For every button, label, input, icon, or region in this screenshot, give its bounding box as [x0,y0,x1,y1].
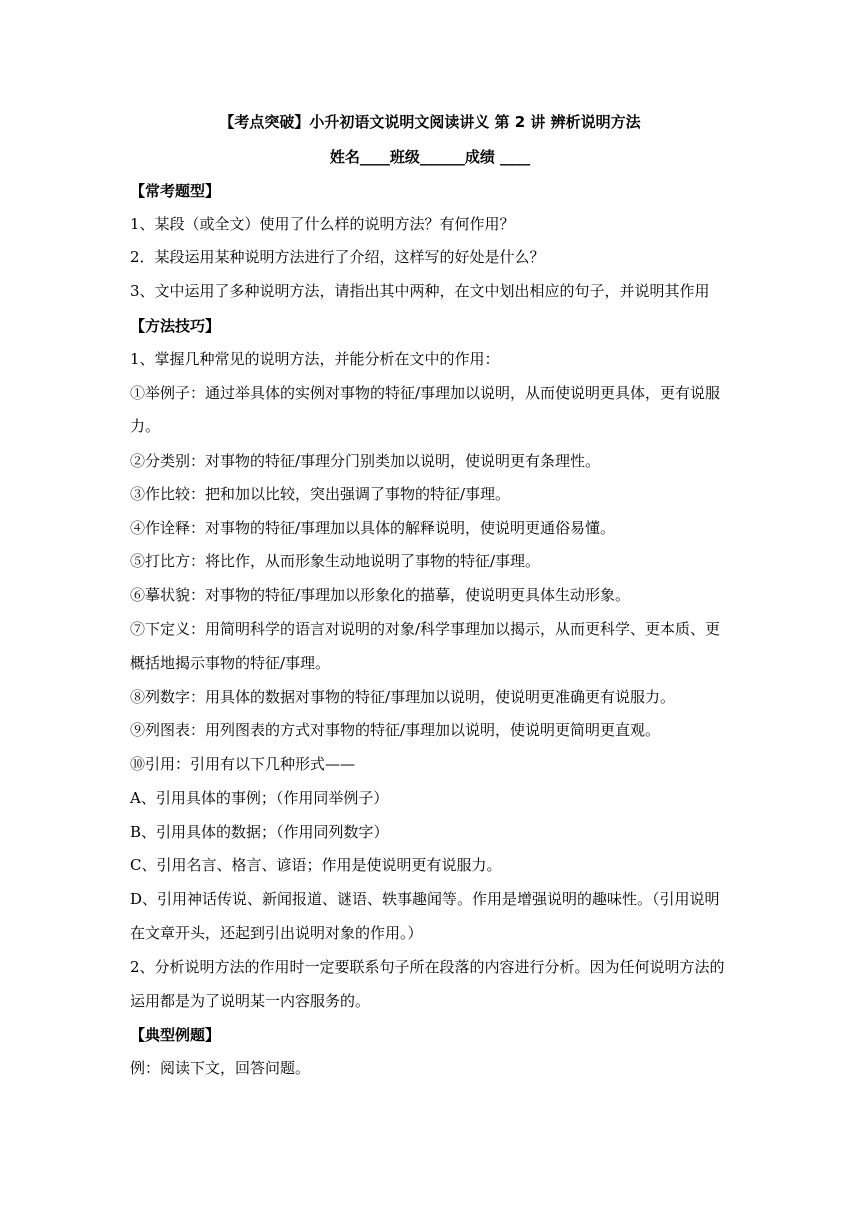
method-charts: ⑨列图表：用列图表的方式对事物的特征/事理加以说明，使说明更简明更直观。 [130,721,661,739]
method-comparison: ③作比较：把和加以比较，突出强调了事物的特征/事理。 [130,485,511,503]
skill-point-1: 1、掌握几种常见的说明方法，并能分析在文中的作用： [130,350,500,368]
method-numbers: ⑧列数字：用具体的数据对事物的特征/事理加以说明，使说明更准确更有说服力。 [130,688,676,706]
method-analogy: ⑤打比方：将比作，从而形象生动地说明了事物的特征/事理。 [130,552,541,570]
method-explanation: ④作诠释：对事物的特征/事理加以具体的解释说明，使说明更通俗易懂。 [130,519,616,537]
question-type-1: 1、某段（或全文）使用了什么样的说明方法？有何作用？ [130,215,515,233]
method-example-line-1: ①举例子：通过举具体的实例对事物的特征/事理加以说明，从而使说明更具体，更有说服 [130,384,721,402]
quotation-form-d-line-1: D、引用神话传说、新闻报道、谜语、轶事趣闻等。作用是增强说明的趣味性。（引用说明 [130,890,720,908]
quotation-form-b: B、引用具体的数据；（作用同列数字） [130,823,389,841]
quotation-form-c: C、引用名言、格言、谚语；作用是使说明更有说服力。 [130,856,502,874]
method-definition-line-2: 概括地揭示事物的特征/事理。 [130,654,331,672]
section-heading-examples: 【典型例题】 [130,1026,221,1044]
method-quotation: ⑩引用：引用有以下几种形式—— [130,755,356,773]
skill-point-2-line-2: 运用都是为了说明某一内容服务的。 [130,992,371,1010]
question-type-2: 2．某段运用某种说明方法进行了介绍，这样写的好处是什么？ [130,248,545,266]
method-description: ⑥摹状貌：对事物的特征/事理加以形象化的描摹，使说明更具体生动形象。 [130,586,631,604]
student-info-line: 姓名____班级______成绩 ____ [329,148,531,166]
quotation-form-d-line-2: 在文章开头，还起到引出说明对象的作用。） [130,924,423,942]
question-type-3: 3、文中运用了多种说明方法，请指出其中两种，在文中划出相应的句子，并说明其作用 [130,282,710,300]
method-classification: ②分类别：对事物的特征/事理分门别类加以说明，使说明更有条理性。 [130,452,601,470]
section-heading-method-skills: 【方法技巧】 [130,317,221,335]
document-title: 【考点突破】小升初语文说明文阅读讲义 第 2 讲 辨析说明方法 [219,113,641,131]
section-heading-question-types: 【常考题型】 [130,182,221,200]
quotation-form-a: A、引用具体的事例；（作用同举例子） [130,789,389,807]
method-example-line-2: 力。 [130,417,161,435]
example-intro: 例：阅读下文，回答问题。 [130,1059,311,1077]
skill-point-2-line-1: 2、分析说明方法的作用时一定要联系句子所在段落的内容进行分析。因为任何说明方法的 [130,958,725,976]
method-definition-line-1: ⑦下定义：用简明科学的语言对说明的对象/科学事理加以揭示，从而更科学、更本质、更 [130,620,721,638]
